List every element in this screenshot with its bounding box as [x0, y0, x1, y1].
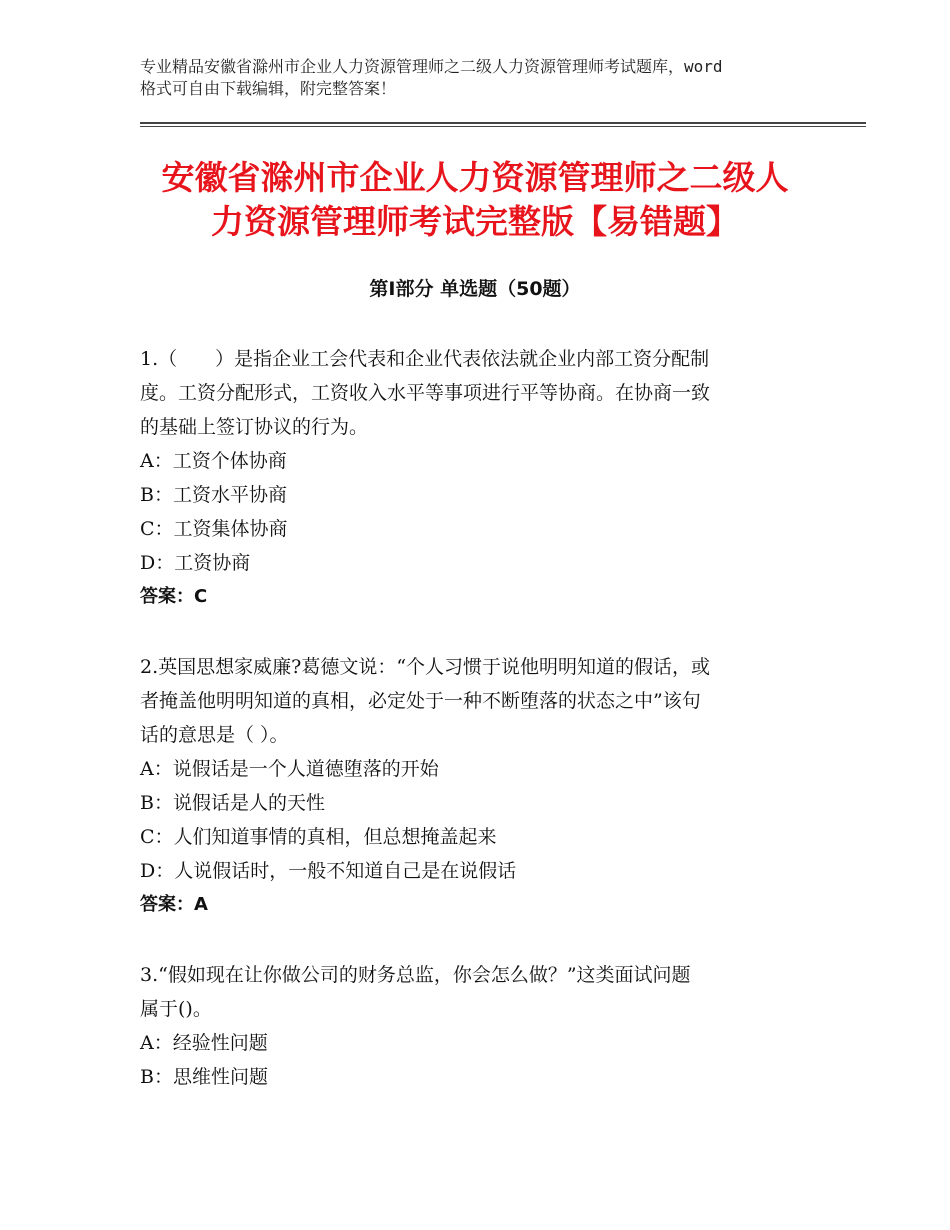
- document-title-line: 安徽省滁州市企业人力资源管理师之二级人: [161, 158, 789, 197]
- question-stem-line: 话的意思是（ ）。: [140, 724, 289, 746]
- question-stem-line: 度。工资分配形式，工资收入水平等事项进行平等协商。在协商一致: [140, 382, 711, 404]
- header-divider-thin: [140, 126, 866, 127]
- option-a: A：经验性问题: [140, 1032, 268, 1054]
- option-d: D：人说假话时，一般不知道自己是在说假话: [140, 860, 517, 882]
- question-stem-line: 1.（ ）是指企业工会代表和企业代表依法就企业内部工资分配制: [140, 348, 710, 370]
- question-stem-line: 3.“假如现在让你做公司的财务总监，你会怎么做？”这类面试问题: [140, 964, 691, 986]
- question-spacer: [140, 922, 820, 958]
- header-note-line: 格式可自由下载编辑，附完整答案！: [140, 79, 397, 98]
- option-c: C：工资集体协商: [140, 518, 288, 540]
- option-b: B：说假话是人的天性: [140, 792, 325, 814]
- question-item: [140, 650, 820, 922]
- question-stem-line: 属于()。: [140, 998, 212, 1020]
- answer-label: 答案：A: [140, 894, 208, 915]
- option-a: A：工资个体协商: [140, 450, 287, 472]
- document-title: [100, 156, 850, 244]
- option-c: C：人们知道事情的真相，但总想掩盖起来: [140, 826, 497, 848]
- option-b: B：工资水平协商: [140, 484, 287, 506]
- header-note: [140, 56, 830, 100]
- option-d: D：工资协商: [140, 552, 251, 574]
- question-item: [140, 342, 820, 614]
- question-stem-line: 的基础上签订协议的行为。: [140, 416, 369, 438]
- header-note-line: 专业精品安徽省滁州市企业人力资源管理师之二级人力资源管理师考试题库，word: [140, 57, 723, 76]
- question-item: [140, 958, 820, 1094]
- question-spacer: [140, 614, 820, 650]
- option-a: A：说假话是一个人道德堕落的开始: [140, 758, 439, 780]
- option-b: B：思维性问题: [140, 1066, 268, 1088]
- section-title: 第Ⅰ部分 单选题（50题）: [369, 278, 581, 300]
- question-list: [140, 342, 820, 1094]
- header-divider-thick: [140, 122, 866, 124]
- document-title-line: 力资源管理师考试完整版【易错题】: [211, 202, 739, 241]
- question-stem-line: 者掩盖他明明知道的真相，必定处于一种不断堕落的状态之中”该句: [140, 690, 701, 712]
- answer-label: 答案：C: [140, 586, 208, 607]
- question-stem-line: 2.英国思想家威廉?葛德文说：“个人习惯于说他明明知道的假话，或: [140, 656, 711, 678]
